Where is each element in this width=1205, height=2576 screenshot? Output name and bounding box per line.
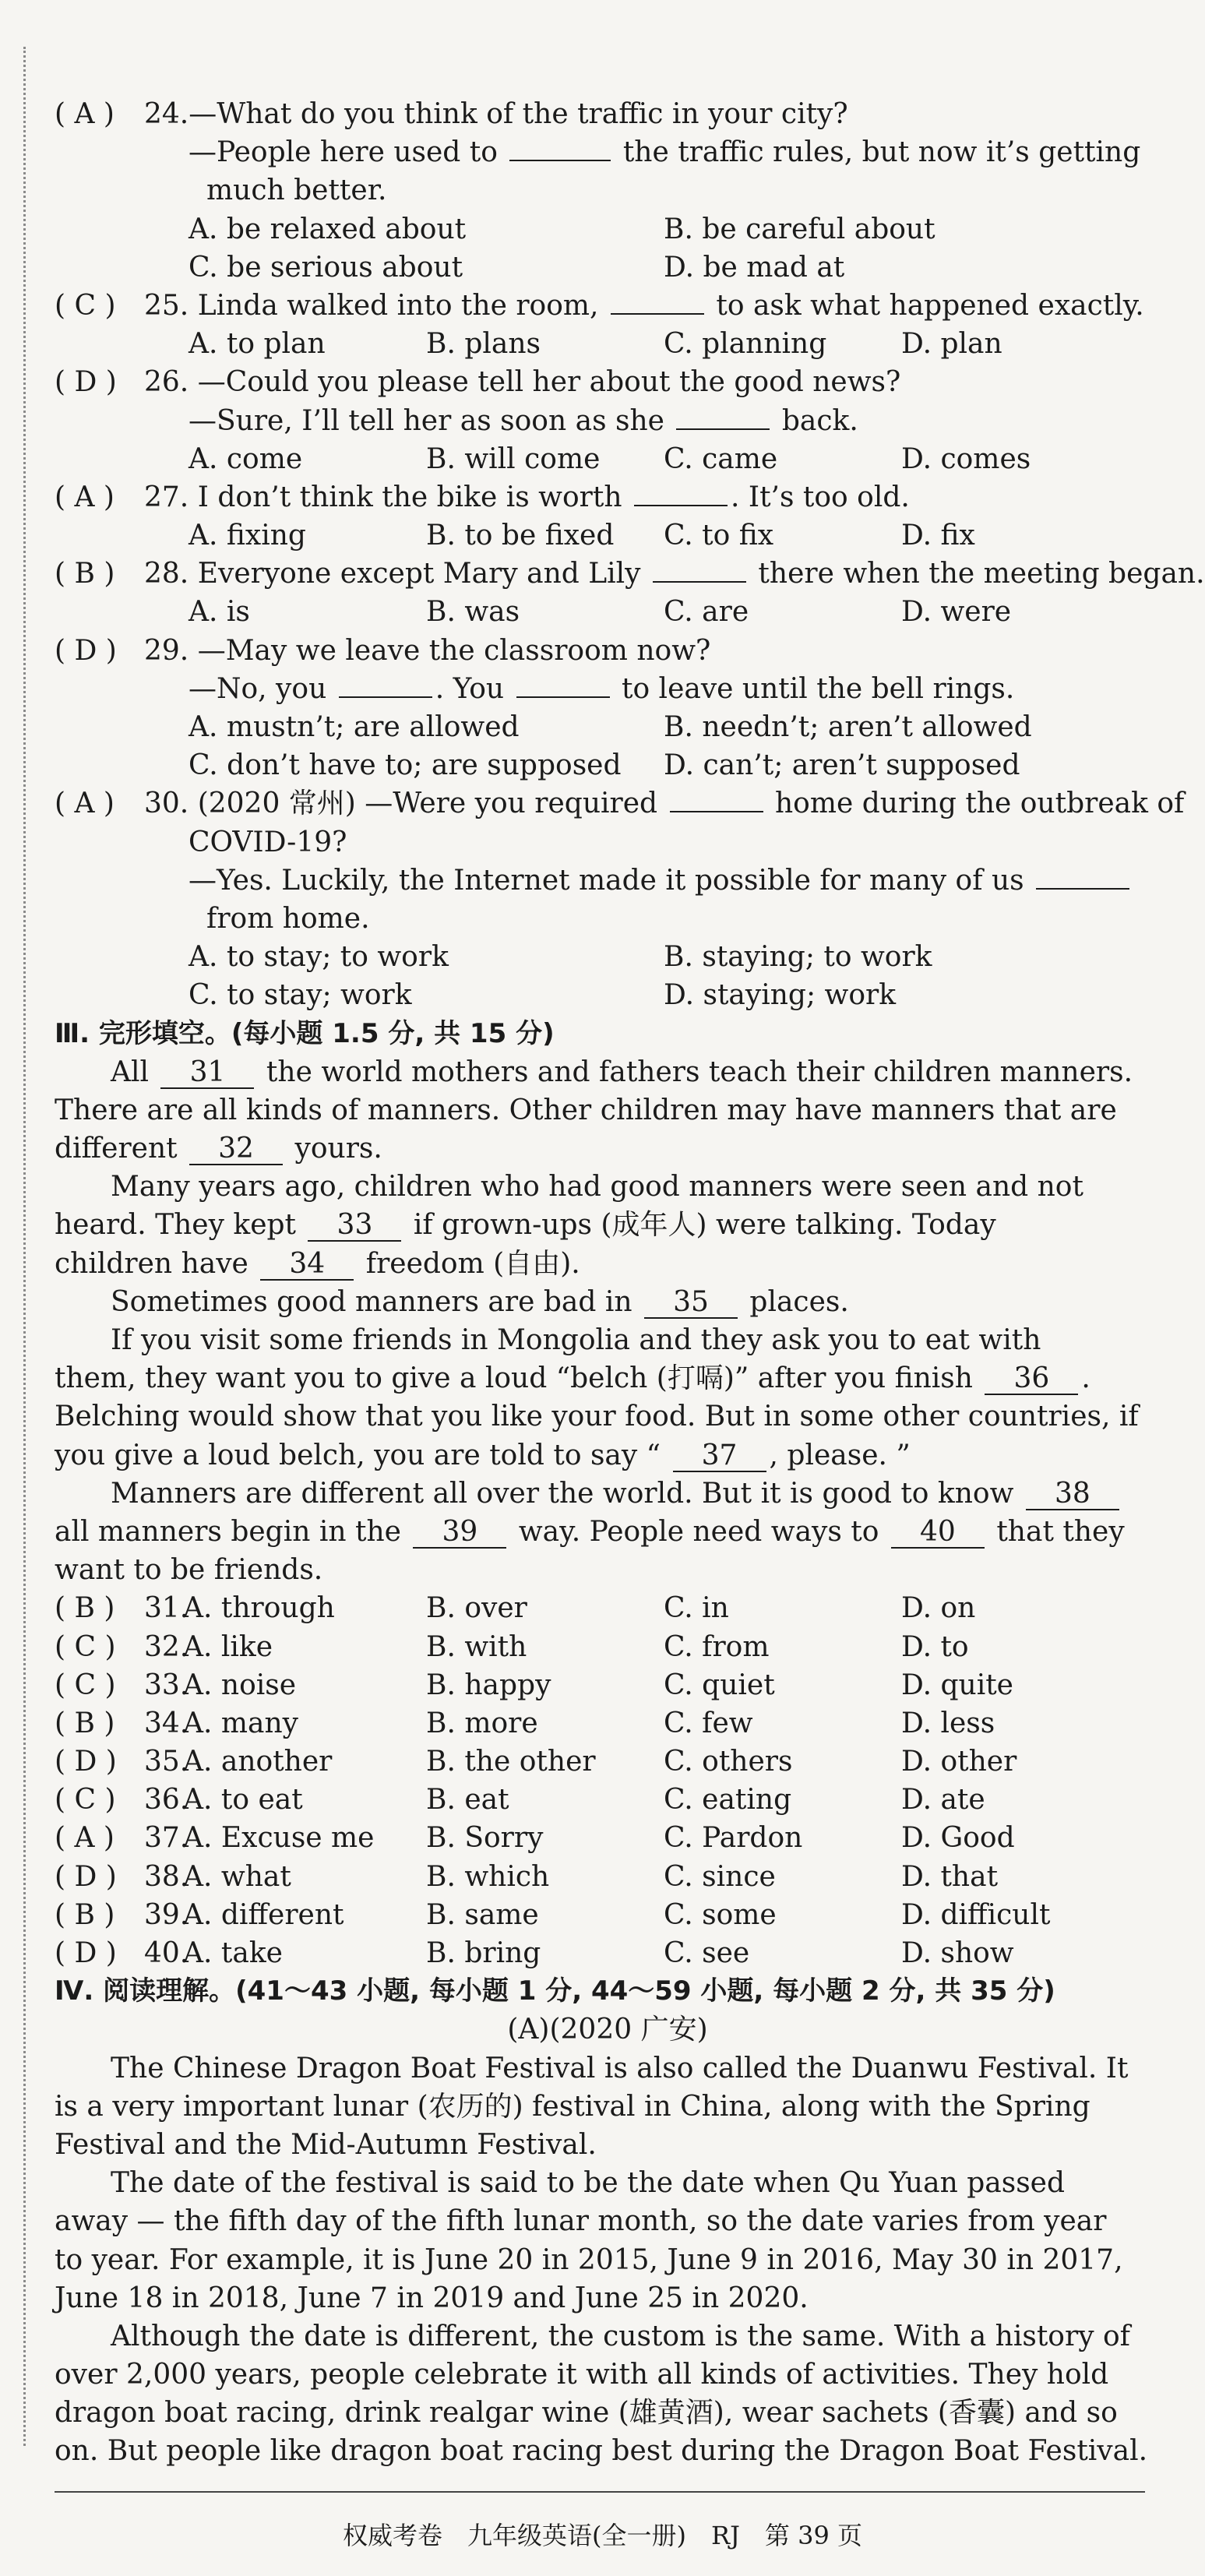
reading-line: The date of the festival is said to be the date when Qu Yuan passed <box>111 2167 1066 2200</box>
stem-part: to leave until the bell rings. <box>612 672 1015 705</box>
option-c: C. since <box>664 1860 776 1893</box>
cloze-text: places. <box>740 1285 849 1318</box>
option-c: C. from <box>664 1630 770 1663</box>
option-d: D. that <box>901 1860 999 1893</box>
option-a: A. mustn’t; are allowed <box>189 711 520 743</box>
option-a: A. many <box>183 1707 299 1739</box>
option-b: B. same <box>426 1898 539 1931</box>
cloze-paragraph-4-line4 <box>55 1436 1161 1475</box>
option-d: D. less <box>901 1707 995 1739</box>
option-d: D. other <box>901 1746 1017 1778</box>
stem-part: to ask what happened exactly. <box>706 289 1144 322</box>
cloze-text: If you visit some friends in Mongolia and they ask you to eat with <box>111 1324 1041 1356</box>
option-d: D. ate <box>901 1784 985 1817</box>
cloze-paragraph-2 <box>55 1168 1161 1206</box>
cloze-blank-37: 37 <box>673 1441 766 1472</box>
reading-line: dragon boat racing, drink realgar wine (雄黄酒), wear sachets (香囊) and so <box>55 2397 1118 2430</box>
option-d: D. be mad at <box>664 251 845 284</box>
cloze-text: Sometimes good manners are bad in <box>111 1285 641 1318</box>
cloze-paragraph-5 <box>55 1475 1161 1513</box>
stem-part: 29. —May we leave the classroom now? <box>144 634 711 667</box>
option-b: B. which <box>426 1860 550 1893</box>
question-number: 32. <box>144 1630 189 1663</box>
stem-part: 28. Everyone except Mary and Lily <box>144 558 650 590</box>
footer-rule <box>55 2491 1145 2493</box>
answer-mark: ( A ) <box>55 1822 115 1855</box>
question-26-line2 <box>55 402 1161 440</box>
question-30-line4 <box>55 900 1161 938</box>
answer-mark: ( C ) <box>55 1630 116 1663</box>
exam-content <box>55 95 1205 2471</box>
page-footer: 权威考卷 九年级英语(全一册) RJ 第 39 页 <box>343 2521 862 2550</box>
stem-part: —Yes. Luckily, the Internet made it possible for many of us <box>189 864 1034 897</box>
option-b: B. was <box>426 596 520 629</box>
option-b: B. Sorry <box>426 1822 544 1855</box>
question-30-options-2 <box>55 976 1161 1014</box>
cloze-text: Many years ago, children who had good manners were seen and not <box>111 1171 1083 1203</box>
option-c: C. in <box>664 1592 729 1625</box>
answer-mark: ( D ) <box>55 1937 117 1969</box>
reading-line: on. But people like dragon boat racing best during the Dragon Boat Festival. <box>55 2435 1148 2468</box>
question-24-options-2 <box>55 248 1161 287</box>
cloze-option-row <box>55 1896 1161 1934</box>
cloze-blank-31: 31 <box>160 1058 254 1089</box>
option-d: D. plan <box>901 328 1002 361</box>
cloze-blank-33: 33 <box>308 1210 401 1242</box>
question-number: 36. <box>144 1784 189 1817</box>
answer-mark: ( D ) <box>55 634 117 667</box>
cloze-option-row <box>55 1819 1161 1857</box>
cloze-text: them, they want you to give a loud “belch (打嗝)” after you finish <box>55 1362 982 1395</box>
stem-part: from home. <box>206 902 370 935</box>
question-26-options <box>55 440 1161 478</box>
section-4-heading: Ⅳ. 阅读理解。(41～43 小题, 每小题 1 分, 44～59 小题, 每小题 2 分, 共 35 分) <box>55 1975 1055 2007</box>
stem-part: 25. Linda walked into the room, <box>144 289 608 322</box>
option-a: A. like <box>183 1630 273 1663</box>
option-a: A. be relaxed about <box>189 213 467 245</box>
reading-line: is a very important lunar (农历的) festival in China, along with the Spring <box>55 2090 1090 2123</box>
stem-part: the traffic rules, but now it’s getting <box>614 136 1141 169</box>
option-a: A. Excuse me <box>183 1822 375 1855</box>
option-a: A. to plan <box>189 328 326 361</box>
cloze-options-list <box>55 1589 1161 1972</box>
option-a: A. come <box>189 442 303 475</box>
cloze-paragraph-5-line2 <box>55 1513 1161 1551</box>
reading-line: June 18 in 2018, June 7 in 2019 and June 25 in 2020. <box>55 2282 809 2314</box>
option-b: B. over <box>426 1592 527 1625</box>
cloze-blank-38: 38 <box>1026 1479 1119 1510</box>
option-d: D. Good <box>901 1822 1015 1855</box>
option-c: C. see <box>664 1937 750 1969</box>
question-number: 34. <box>144 1707 189 1739</box>
cloze-text: All <box>111 1055 158 1088</box>
answer-mark: ( C ) <box>55 289 116 322</box>
answer-mark: ( C ) <box>55 1784 116 1817</box>
answer-mark: ( D ) <box>55 366 117 399</box>
cloze-paragraph-2-line3 <box>55 1245 1161 1283</box>
cloze-option-row <box>55 1934 1161 1972</box>
option-c: C. planning <box>664 328 827 361</box>
cloze-option-row <box>55 1781 1161 1819</box>
answer-blank <box>611 313 704 315</box>
answer-mark: ( B ) <box>55 558 115 590</box>
option-c: C. others <box>664 1746 793 1778</box>
cloze-text: the world mothers and fathers teach their children manners. <box>257 1055 1133 1088</box>
answer-mark: ( A ) <box>55 98 115 130</box>
question-29 <box>55 632 1161 670</box>
option-c: C. to stay; work <box>189 979 412 1012</box>
cloze-text: children have <box>55 1247 258 1280</box>
stem-part: much better. <box>206 174 387 207</box>
option-a: A. another <box>183 1746 333 1778</box>
cloze-paragraph-3 <box>55 1283 1161 1321</box>
cloze-text: freedom (自由). <box>357 1247 580 1280</box>
cloze-blank-34: 34 <box>260 1249 354 1281</box>
reading-line: away — the fifth day of the fifth lunar month, so the date varies from year <box>55 2205 1107 2238</box>
cloze-text: if grown-ups (成年人) were talking. Today <box>404 1209 996 1242</box>
option-a: A. to stay; to work <box>189 941 449 974</box>
question-30-options-1 <box>55 938 1161 976</box>
cloze-paragraph-1-line3 <box>55 1129 1161 1168</box>
question-25 <box>55 287 1161 325</box>
cloze-paragraph-4-line2 <box>55 1359 1161 1397</box>
answer-mark: ( D ) <box>55 1860 117 1893</box>
stem-part: —Sure, I’ll tell her as soon as she <box>189 404 674 437</box>
cloze-blank-36: 36 <box>985 1364 1078 1395</box>
option-c: C. to fix <box>664 520 774 552</box>
option-c: C. some <box>664 1898 777 1931</box>
reading-line: to year. For example, it is June 20 in 2015, June 9 in 2016, May 30 in 2017, <box>55 2243 1123 2276</box>
question-number: 37. <box>144 1822 189 1855</box>
answer-mark: ( A ) <box>55 788 115 820</box>
cloze-text: , please. ” <box>769 1439 911 1471</box>
option-d: D. quite <box>901 1669 1013 1701</box>
option-b: B. eat <box>426 1784 509 1817</box>
cloze-blank-40: 40 <box>891 1517 985 1549</box>
question-29-line2 <box>55 670 1161 708</box>
option-d: D. difficult <box>901 1898 1051 1931</box>
cloze-paragraph-4-line3 <box>55 1397 1161 1436</box>
cloze-text: you give a loud belch, you are told to say “ <box>55 1439 670 1471</box>
cloze-paragraph-4 <box>55 1321 1161 1359</box>
option-a: A. different <box>183 1898 344 1931</box>
question-30-line2 <box>55 823 1161 862</box>
cloze-text: want to be friends. <box>55 1554 323 1587</box>
stem-part: 27. I don’t think the bike is worth <box>144 481 631 513</box>
answer-blank <box>634 505 728 506</box>
cloze-text: yours. <box>286 1133 382 1165</box>
option-b: B. be careful about <box>664 213 935 245</box>
question-30 <box>55 784 1185 823</box>
option-d: D. were <box>901 596 1012 629</box>
option-c: C. few <box>664 1707 753 1739</box>
answer-blank <box>509 160 611 161</box>
cloze-option-row <box>55 1666 1161 1704</box>
question-28-options <box>55 593 1161 631</box>
question-26 <box>55 363 1161 401</box>
reading-passage-a <box>55 2049 1161 2471</box>
question-number: 31. <box>144 1592 189 1625</box>
option-c: C. be serious about <box>189 251 463 284</box>
option-a: A. take <box>183 1937 283 1969</box>
stem-part: back. <box>773 404 858 437</box>
question-29-options-1 <box>55 708 1161 746</box>
reading-line: The Chinese Dragon Boat Festival is also called the Duanwu Festival. It <box>111 2052 1129 2084</box>
option-a: A. noise <box>183 1669 297 1701</box>
cloze-option-row <box>55 1628 1161 1666</box>
stem-part: COVID-19? <box>189 826 347 858</box>
option-b: B. plans <box>426 328 541 361</box>
option-c: C. came <box>664 442 778 475</box>
option-a: A. what <box>183 1860 291 1893</box>
cloze-blank-32: 32 <box>189 1134 283 1165</box>
stem-part: home during the outbreak of <box>766 788 1185 820</box>
answer-blank <box>670 811 763 812</box>
option-b: B. with <box>426 1630 527 1663</box>
cloze-paragraph-2-line2 <box>55 1206 1161 1244</box>
answer-blank <box>516 696 610 698</box>
answer-mark: ( B ) <box>55 1898 115 1931</box>
option-c: C. don’t have to; are supposed <box>189 749 622 782</box>
question-24-options-1 <box>55 210 1161 248</box>
reading-line: Festival and the Mid-Autumn Festival. <box>55 2128 597 2161</box>
answer-blank <box>339 696 432 698</box>
option-c: C. quiet <box>664 1669 775 1701</box>
option-b: B. bring <box>426 1937 541 1969</box>
cloze-text: different <box>55 1133 187 1165</box>
cloze-blank-35: 35 <box>644 1288 738 1319</box>
answer-blank <box>653 581 746 583</box>
reading-line: over 2,000 years, people celebrate it with all kinds of activities. They hold <box>55 2359 1109 2391</box>
cloze-option-row <box>55 1858 1161 1896</box>
stem-part: there when the meeting began. <box>749 558 1205 590</box>
cloze-option-row <box>55 1589 1161 1627</box>
option-b: B. to be fixed <box>426 520 615 552</box>
cloze-text: that they <box>987 1515 1125 1548</box>
cloze-paragraph-1-line2 <box>55 1091 1161 1129</box>
question-number: 35. <box>144 1746 189 1778</box>
binding-margin-rule <box>23 47 26 2446</box>
option-d: D. to <box>901 1630 969 1663</box>
cloze-paragraph-1 <box>55 1053 1161 1091</box>
stem-part: . It’s too old. <box>730 481 910 513</box>
question-24-line2 <box>55 133 1161 171</box>
question-24-line3 <box>55 171 1161 210</box>
question-number: 39. <box>144 1898 189 1931</box>
stem-part: . You <box>435 672 513 705</box>
cloze-text: Manners are different all over the world. But it is good to know <box>111 1477 1023 1510</box>
stem-part: 30. (2020 常州) —Were you required <box>144 788 667 820</box>
answer-mark: ( A ) <box>55 481 115 513</box>
option-d: D. fix <box>901 520 975 552</box>
cloze-text: way. People need ways to <box>509 1515 888 1548</box>
answer-mark: ( B ) <box>55 1592 115 1625</box>
cloze-text: . <box>1081 1362 1090 1395</box>
cloze-paragraph-5-line3 <box>55 1551 1161 1589</box>
question-29-options-2 <box>55 746 1161 784</box>
option-d: D. comes <box>901 442 1031 475</box>
cloze-text: all manners begin in the <box>55 1515 410 1548</box>
option-a: A. is <box>189 596 250 629</box>
question-number: 33. <box>144 1669 189 1701</box>
option-b: B. needn’t; aren’t allowed <box>664 711 1032 743</box>
option-b: B. the other <box>426 1746 596 1778</box>
answer-mark: ( C ) <box>55 1669 116 1701</box>
option-b: B. happy <box>426 1669 551 1701</box>
option-c: C. eating <box>664 1784 792 1817</box>
cloze-text: There are all kinds of manners. Other children may have manners that are <box>55 1094 1117 1126</box>
answer-blank <box>1036 888 1129 890</box>
option-d: D. show <box>901 1937 1014 1969</box>
question-number: 38. <box>144 1860 189 1893</box>
section-3-heading: Ⅲ. 完形填空。(每小题 1.5 分, 共 15 分) <box>55 1017 555 1049</box>
question-27 <box>55 478 1161 516</box>
cloze-option-row <box>55 1704 1161 1743</box>
option-d: D. on <box>901 1592 976 1625</box>
cloze-text: Belching would show that you like your food. But in some other countries, if <box>55 1401 1139 1433</box>
option-c: C. Pardon <box>664 1822 803 1855</box>
question-25-options <box>55 325 1161 363</box>
reading-line: Although the date is different, the custom is the same. With a history of <box>111 2320 1130 2352</box>
question-24 <box>55 95 1161 133</box>
answer-mark: ( D ) <box>55 1746 117 1778</box>
option-c: C. are <box>664 596 749 629</box>
question-number: 24. <box>144 98 189 130</box>
question-27-options <box>55 516 1161 555</box>
stem-part: —No, you <box>189 672 336 705</box>
question-28 <box>55 555 1205 593</box>
passage-a-heading: (A)(2020 广安) <box>507 2014 708 2046</box>
question-30-line3 <box>55 862 1161 900</box>
cloze-text: heard. They kept <box>55 1209 305 1242</box>
answer-blank <box>676 428 770 430</box>
cloze-option-row <box>55 1743 1161 1781</box>
option-b: B. more <box>426 1707 538 1739</box>
stem-part: 26. —Could you please tell her about the good news? <box>144 366 901 399</box>
option-b: B. will come <box>426 442 601 475</box>
option-d: D. can’t; aren’t supposed <box>664 749 1020 782</box>
option-b: B. staying; to work <box>664 941 932 974</box>
option-a: A. to eat <box>183 1784 303 1817</box>
option-d: D. staying; work <box>664 979 897 1012</box>
stem-part: —People here used to <box>189 136 507 169</box>
question-stem: —What do you think of the traffic in your city? <box>189 98 848 130</box>
option-a: A. fixing <box>189 520 306 552</box>
option-a: A. through <box>183 1592 335 1625</box>
question-number: 40. <box>144 1937 189 1969</box>
cloze-blank-39: 39 <box>413 1517 506 1549</box>
answer-mark: ( B ) <box>55 1707 115 1739</box>
